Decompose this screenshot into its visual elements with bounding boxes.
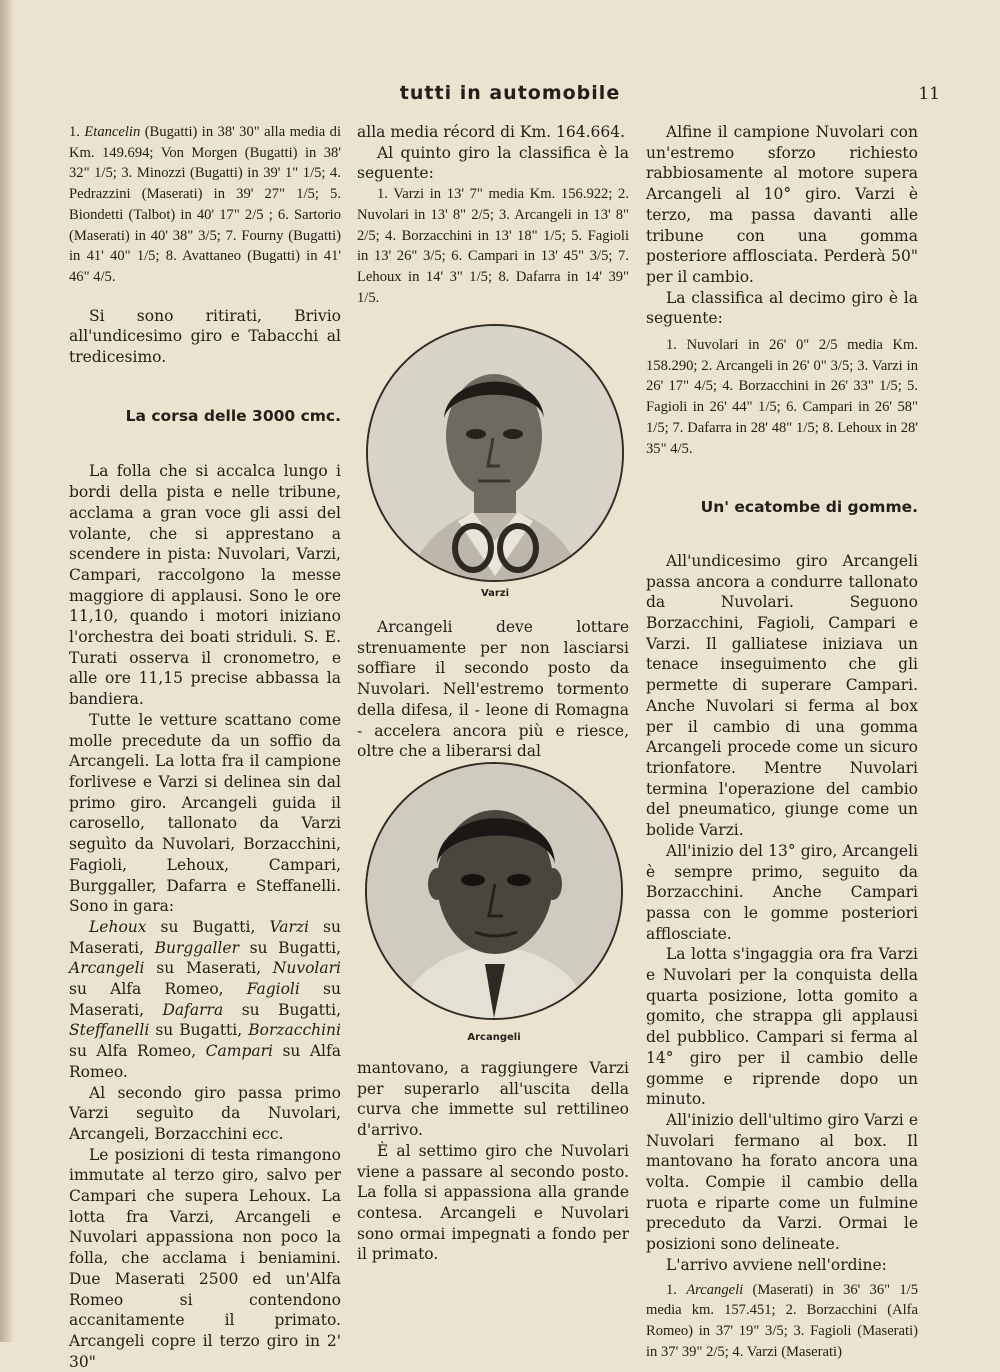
paragraph: La lotta s'ingaggia ora fra Varzi e Nuvolari per la conquista della quarta posizione, lotta gomito a gomito, che strappa gli applausi del pubblico. Campari si ferma al 14° giro per il cambio delle gomme e riprende dopo un minuto.: [646, 945, 918, 1109]
paragraph: La classifica al decimo giro è la seguente:: [646, 288, 918, 328]
paragraph: È al settimo giro che Nuvolari viene a passare al secondo posto. La folla si appassiona alla grande contesa. Arcangeli e Nuvolari sono ormai impegnati a fondo per il primato.: [357, 1141, 629, 1264]
entrant-name: Campari: [205, 1042, 273, 1061]
entrant-car: su Maserati,: [144, 959, 273, 978]
paragraph: All'undicesimo giro Arcangeli passa ancora a condurre tallonato da Nuvolari. Seguono Borzacchini, Fagioli, Campari e Varzi. Il galliatese iniziava un tenace inseguimento che gli permette di superare Campari. Anche Nuvolari si ferma al box per il cambio di una gomma Arcangeli procede come un sicuro trionfatore. Mentre Nuvolari termina l'operazione del cambio del pneumatico, giunge come un bolide Varzi.: [646, 551, 918, 840]
entrant-name: Dafarra: [162, 1000, 224, 1019]
paragraph: Arcangeli deve lottare strenuamente per non lasciarsi soffiare il secondo posto da Nuvolari. Nell'estremo tormento della difesa, il - leone di Romagna - accelera ancora più e riesce, oltre che a liberarsi dal: [357, 618, 629, 761]
column-2: [357, 122, 629, 308]
paragraph: L'arrivo avviene nell'ordine:: [666, 1255, 887, 1274]
entrant-car: su Bugatti,: [146, 917, 270, 936]
final-result-number: 1.: [666, 1281, 687, 1298]
entrant-name: Burggaller: [154, 938, 239, 957]
entrant-name: Nuvolari: [272, 959, 341, 978]
result-text: Von Morgen (Bugatti) in 38' 32" 1/5; 3. Minozzi (Bugatti) in 39' 1" 1/5; 4. Pedrazzini (Maserati) in 39' 27" 1/5; 5. Biondetti (Talbot) in 40' 17" 2/5 ; 6. Sartorio (Maserati) in 40' 38" 3/5; 7. Fourny (Bugatti) in 41' 40" 1/5; 8. Avattaneo (Bugatti) in 41' 46" 4/5.: [69, 144, 341, 285]
entrant-car: su Alfa Romeo,: [69, 1042, 206, 1061]
page-number: 11: [918, 84, 940, 104]
paragraph: All'inizio del 13° giro, Arcangeli è sempre primo, seguito da Borzacchini. Anche Campari passa con le gomme posteriori afflosciate.: [646, 841, 918, 943]
paragraph: Al quinto giro la classifica è la seguente:: [357, 143, 629, 183]
entrants-list: [69, 917, 341, 1083]
paragraph: Alfine il campione Nuvolari con un'estremo sforzo richiesto rabbiosamente al motore supera Arcangeli al 10° giro. Varzi è terzo, ma passa davanti alle tribune con una gomma posteriore afflosciata. Perderà 50" per il cambio.: [646, 123, 918, 286]
column-2-middle: [357, 617, 629, 762]
final-result-winner: Arcangeli: [686, 1281, 744, 1298]
entrant-name: Lehoux: [89, 917, 147, 936]
column-1: [69, 122, 341, 1372]
final-result-text: (Maserati) in 36' 36" 1/5 media km. 157.451; 2. Borzacchini (Alfa Romeo) in 37' 19" 3/5; 3. Fagioli (Maserati) in 37' 39" 2/5; 4. Varzi (Maserati): [646, 1281, 919, 1360]
entrant-name: Arcangeli: [69, 959, 145, 978]
paragraph: alla media récord di Km. 164.664.: [357, 123, 626, 141]
result-text: (Bugatti) in 38' 30" alla media di Km. 149.694;: [69, 124, 342, 161]
entrant-name: Steffanelli: [69, 1021, 150, 1040]
paragraph: mantovano, a raggiungere Varzi per superarlo all'uscita della curva che immette sul rettilineo d'arrivo.: [357, 1059, 629, 1140]
paragraph: Le posizioni di testa rimangono immutate al terzo giro, salvo per Campari che supera Lehoux. La lotta fra Varzi, Arcangeli e Nuvolari appassiona non poco la folla, che acclama i beniamini. Due Maserati 2500 ed un'Alfa Romeo si contendono accanitamente il primato. Arcangeli copre il terzo giro in 2' 30": [69, 1145, 341, 1371]
page-header: [80, 80, 940, 110]
classifica-tenth-lap: 1. Nuvolari in 26' 0" 2/5 media Km. 158.290; 2. Arcangeli in 26' 0" 3/5; 3. Varzi in 26' 17" 4/5; 4. Borzacchini in 26' 33" 1/5; 5. Fagioli in 26' 44" 1/5; 6. Campari in 26' 58" 1/5; 7. Dafarra in 28' 48" 1/5; 8. Lehoux in 28' 35" 4/5.: [646, 337, 918, 457]
photo-caption-arcangeli: Arcangeli: [467, 1032, 521, 1043]
entrant-name: Varzi: [269, 917, 309, 936]
section-title-3000: La corsa delle 3000 cmc.: [125, 406, 341, 425]
paragraph: Al secondo giro passa primo Varzi seguìto da Nuvolari, Arcangeli, Borzacchini ecc.: [69, 1083, 341, 1143]
paragraph: Tutte le vetture scattano come molle precedute da un soffio da Arcangeli. La lotta fra il campione forlivese e Varzi si delinea sin dal primo giro. Arcangeli guida il carosello, tallonato da Varzi seguìto da Nuvolari, Borzacchini, Fagioli, Lehoux, Campari, Burggaller, Dafarra e Steffanelli. Sono in gara:: [69, 710, 341, 916]
column-3: [646, 122, 918, 1362]
entrant-car: su Maserati,: [69, 917, 341, 957]
photo-arcangeli-block: [365, 762, 623, 1043]
photo-varzi-block: [366, 324, 624, 599]
classifica-fifth-lap: 1. Varzi in 13' 7" media Km. 156.922; 2. Nuvolari in 13' 8" 2/5; 3. Arcangeli in 13' 8" 2/5; 4. Borzacchini in 13' 18" 1/5; 5. Fagioli in 13' 26" 3/5; 6. Campari in 13' 45" 3/5; 7. Lehoux in 14' 3" 1/5; 8. Dafarra in 14' 39" 1/5.: [357, 186, 629, 306]
section-title-gomme: Un' ecatombe di gomme.: [700, 498, 918, 517]
final-results: [646, 1280, 918, 1363]
page-edge-shadow: [0, 0, 14, 1342]
previous-race-results: [69, 122, 341, 288]
result-driver: Etancelin: [84, 124, 141, 140]
entrant-car: su Bugatti,: [149, 1021, 249, 1040]
magazine-title: tutti in automobile: [399, 82, 621, 104]
entrant-name: Borzacchini: [248, 1021, 341, 1040]
portrait-photo-varzi: [366, 324, 624, 582]
entrant-car: su Bugatti,: [238, 938, 341, 957]
entrant-car: su Maserati,: [69, 980, 341, 1019]
paragraph: All'inizio dell'ultimo giro Varzi e Nuvolari fermano al box. Il mantovano ha forato ancora una volta. Compie il cambio della ruota e riparte come un fulmine preceduto da Varzi. Ormai le posizioni sono delineate.: [646, 1110, 918, 1254]
entrant-car: su Bugatti,: [223, 1000, 342, 1019]
portrait-photo-arcangeli: [365, 762, 623, 1020]
paragraph: La folla che si accalca lungo i bordi della pista e nelle tribune, acclama a gran voce gli assi del volante, che si apprestano a scendere in pista: Nuvolari, Varzi, Campari, raccolgono la messe maggiore di applausi. Sono le ore 11,10, quando i motori iniziano l'orchestra dei boati striduli. S. E. Turati osserva il cronometro, e alle ore 11,15 precise abbassa la bandiera.: [69, 462, 341, 709]
photo-caption-varzi: Varzi: [480, 588, 510, 599]
entrant-name: Fagioli: [246, 980, 300, 999]
entrant-car: su Alfa Romeo.: [69, 1042, 341, 1081]
entrant-car: su Alfa Romeo,: [69, 980, 247, 999]
result-number: 1.: [69, 124, 85, 140]
retired-paragraph: Si sono ritirati, Brivio all'undicesimo giro e Tabacchi al tredicesimo.: [69, 306, 341, 367]
column-2-bottom: [357, 1058, 629, 1265]
